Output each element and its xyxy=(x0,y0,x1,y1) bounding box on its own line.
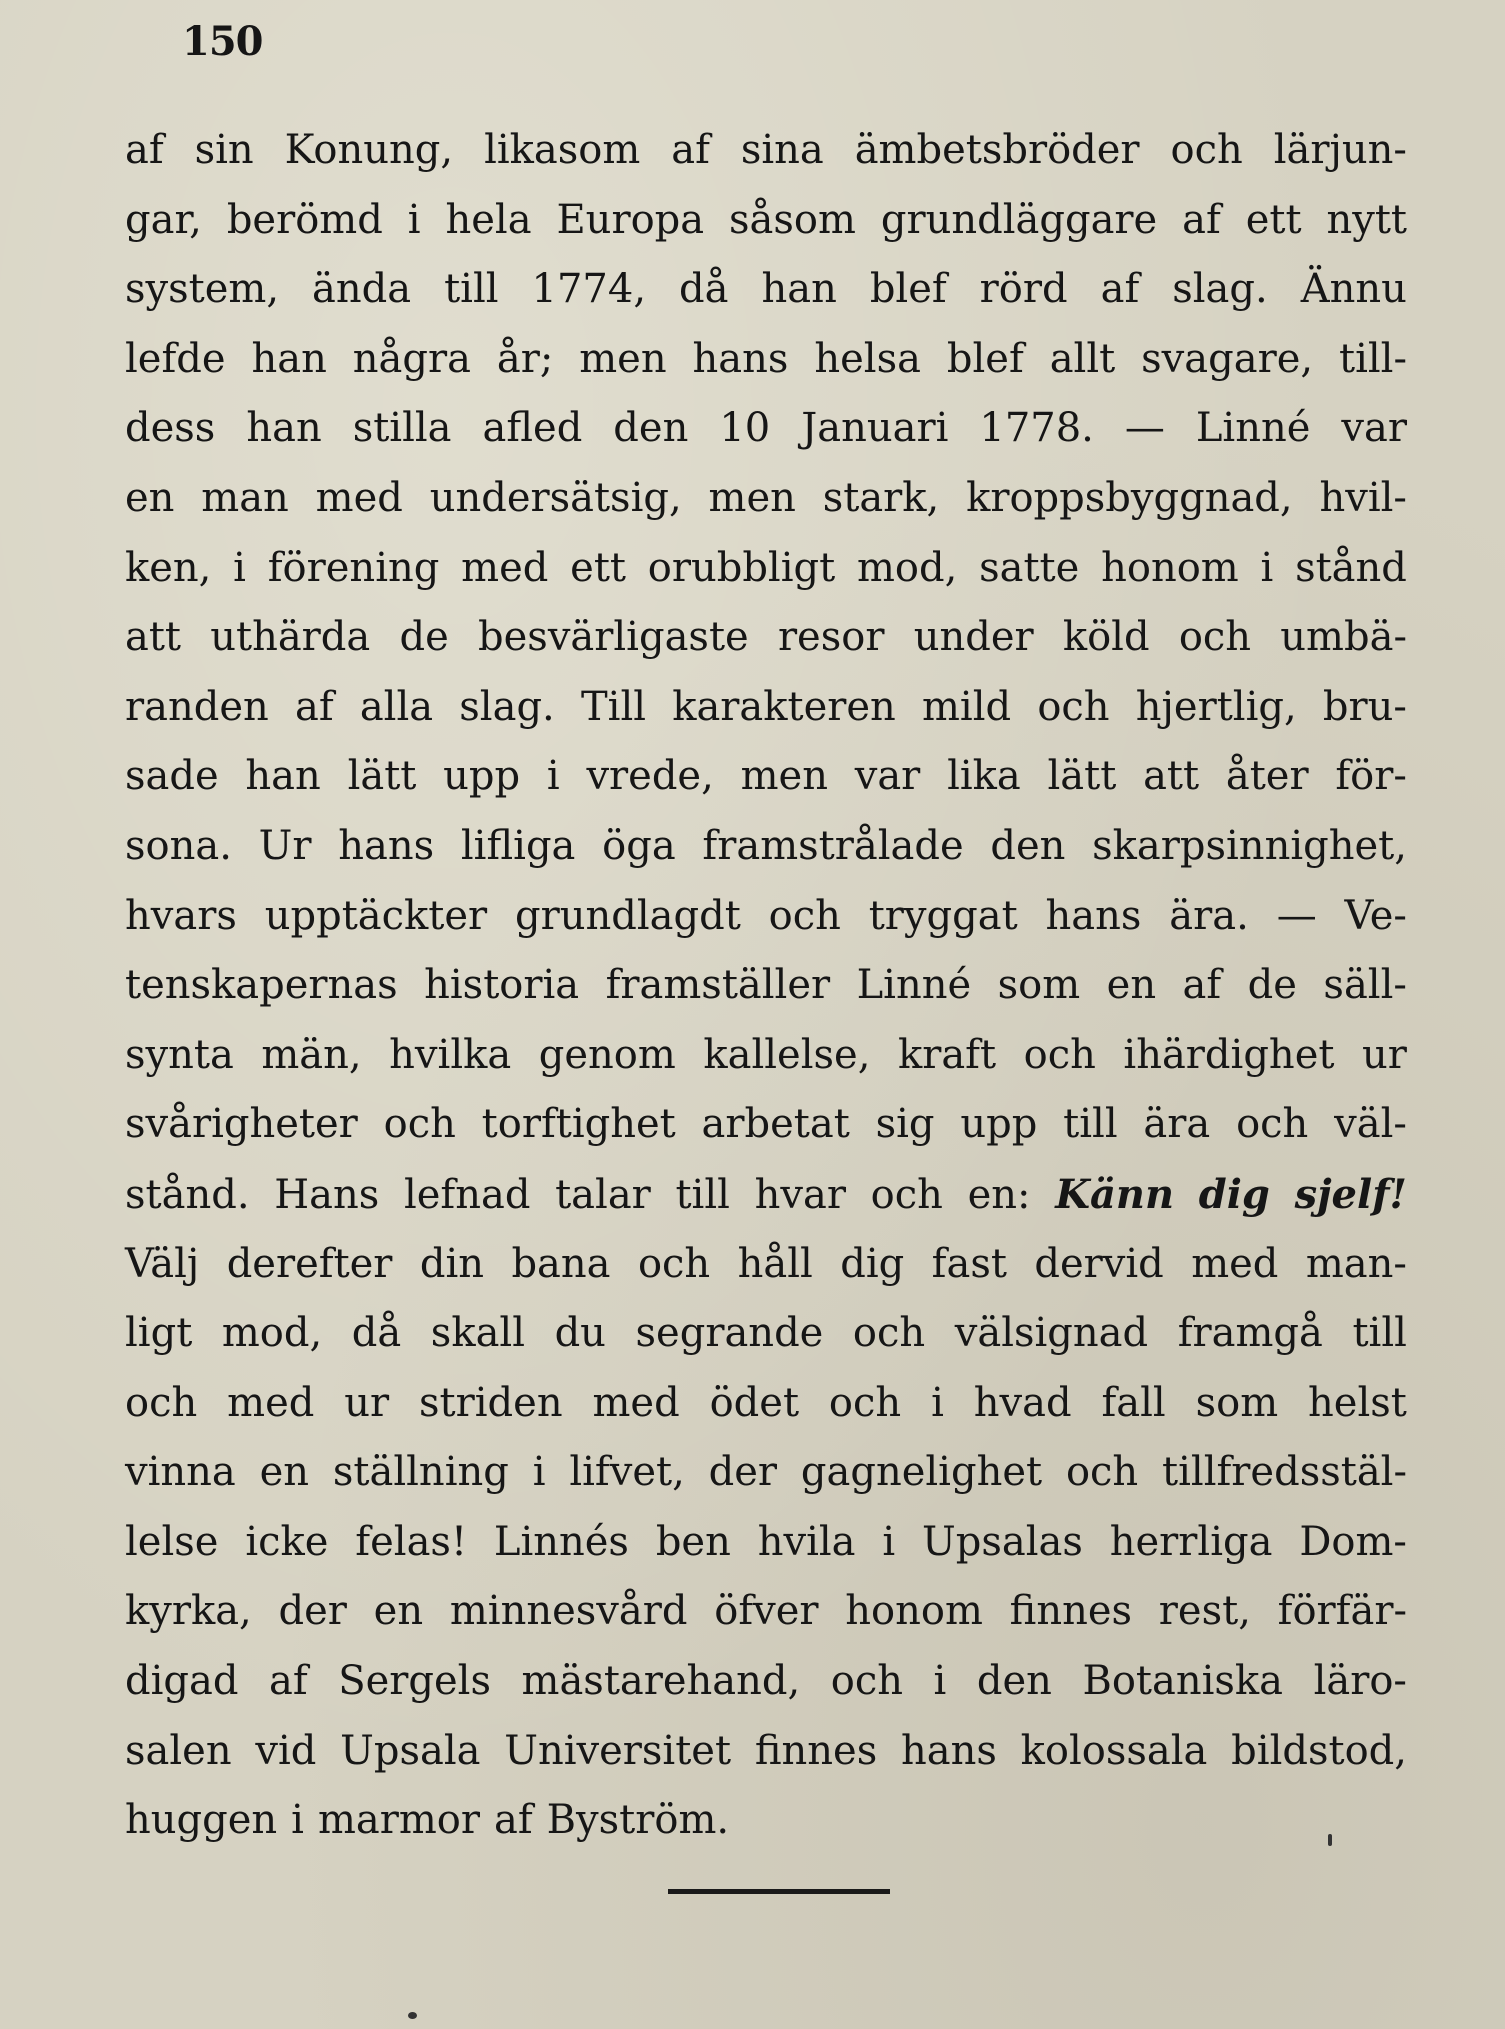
word: upp xyxy=(960,1101,1038,1148)
word: Välj xyxy=(125,1240,200,1287)
text-line xyxy=(125,1230,1407,1300)
word: kyrka, xyxy=(125,1588,252,1635)
word: hvilka xyxy=(389,1031,512,1078)
text-line xyxy=(125,1717,1407,1787)
word: synta xyxy=(125,1031,234,1078)
word: skall xyxy=(430,1310,525,1357)
word: till xyxy=(444,266,499,313)
word: Botaniska xyxy=(1082,1658,1284,1705)
word: stilla xyxy=(352,405,452,452)
word: i xyxy=(931,1379,944,1426)
word: af xyxy=(125,127,164,173)
word: lifliga xyxy=(460,822,576,869)
text-line xyxy=(125,394,1407,464)
word: satte xyxy=(979,544,1080,591)
word: der xyxy=(708,1449,778,1496)
word: hvad xyxy=(973,1379,1072,1426)
word: blef xyxy=(869,266,947,313)
word: fall xyxy=(1101,1379,1166,1426)
word: till xyxy=(675,1171,730,1218)
word: helst xyxy=(1308,1379,1407,1426)
word: i xyxy=(532,1449,546,1496)
word: lelse xyxy=(125,1518,219,1565)
word: sjelf! xyxy=(1294,1170,1407,1218)
word: hans xyxy=(338,822,435,869)
word: honom xyxy=(845,1588,983,1635)
word: ställning xyxy=(332,1449,509,1496)
word: mild xyxy=(922,683,1012,730)
word: slag. xyxy=(459,683,555,730)
text-line xyxy=(125,1369,1407,1439)
word: gagnelighet xyxy=(800,1449,1043,1496)
word: vid xyxy=(255,1727,317,1774)
print-speck xyxy=(1328,1834,1332,1846)
word: Ve- xyxy=(1344,892,1407,939)
word: resor xyxy=(777,614,885,661)
word: i xyxy=(1260,544,1274,591)
word: Linnés xyxy=(493,1518,629,1565)
word: huggen xyxy=(125,1797,278,1844)
word: till xyxy=(1063,1101,1118,1148)
word: Ännu xyxy=(1300,266,1407,313)
word: framgå xyxy=(1177,1310,1323,1357)
word: hjertlig, xyxy=(1135,683,1297,730)
word: och xyxy=(830,1658,904,1705)
word: af xyxy=(671,127,710,173)
word: hvil- xyxy=(1319,474,1407,521)
word: med xyxy=(461,544,549,591)
text-line xyxy=(125,673,1407,743)
text-line xyxy=(125,325,1407,395)
word: under xyxy=(913,614,1034,661)
word: men xyxy=(708,474,796,521)
word: med xyxy=(315,474,403,521)
word: en xyxy=(125,474,175,521)
word: salen xyxy=(125,1727,232,1774)
word: ett xyxy=(570,544,626,591)
word: mod, xyxy=(856,544,958,591)
text-line xyxy=(125,255,1407,325)
word: ämbetsbröder xyxy=(854,127,1140,173)
text-line xyxy=(125,1508,1407,1578)
word: då xyxy=(351,1310,402,1357)
word: alla xyxy=(359,683,434,730)
word: ihärdighet xyxy=(1123,1031,1335,1078)
word: 10 xyxy=(719,405,771,452)
word: kolossala xyxy=(1020,1727,1208,1774)
word: ur xyxy=(344,1379,390,1426)
word: honom xyxy=(1101,544,1239,591)
word: sina xyxy=(740,127,824,173)
text-line xyxy=(125,1090,1407,1160)
word: svagare, xyxy=(1141,335,1314,382)
word: randen xyxy=(125,683,269,730)
word: minnesvård xyxy=(449,1588,688,1635)
word: vinna xyxy=(125,1449,236,1496)
word: med xyxy=(227,1379,315,1426)
word: system, xyxy=(125,266,280,313)
word: men xyxy=(740,753,828,800)
word: han xyxy=(251,335,327,382)
text-line xyxy=(125,1647,1407,1717)
word: i xyxy=(233,544,246,591)
word: och xyxy=(828,1379,902,1426)
word: ära. xyxy=(1169,892,1249,939)
word: tenskapernas xyxy=(125,962,398,1009)
word: af xyxy=(1100,266,1140,313)
text-line xyxy=(125,742,1407,812)
word: helsa xyxy=(814,335,921,382)
word: Upsalas xyxy=(922,1518,1083,1565)
word: och xyxy=(768,892,841,939)
word: svårigheter xyxy=(125,1101,358,1148)
word: grundlagdt xyxy=(514,892,741,939)
text-line xyxy=(125,1160,1407,1230)
word: framställer xyxy=(605,962,831,1009)
word: mod, xyxy=(221,1310,323,1357)
end-rule xyxy=(668,1889,890,1894)
word: år; xyxy=(496,335,554,382)
word: — xyxy=(1124,405,1165,452)
word: allt xyxy=(1049,335,1116,382)
word: umbä- xyxy=(1280,614,1407,661)
word: i xyxy=(546,753,560,800)
word: man- xyxy=(1305,1240,1407,1287)
word: med xyxy=(1191,1240,1279,1287)
word: lefde xyxy=(125,335,226,382)
word: var xyxy=(854,753,921,800)
word: välsignad xyxy=(954,1310,1149,1357)
word: sona. xyxy=(125,822,232,869)
text-line xyxy=(125,186,1407,256)
word: rest, xyxy=(1158,1588,1251,1635)
text-line xyxy=(125,1299,1407,1369)
word: mästarehand, xyxy=(521,1658,801,1705)
word: Konung, xyxy=(284,127,454,173)
word: slag. xyxy=(1172,266,1268,313)
word: i xyxy=(291,1797,304,1844)
word: fast xyxy=(931,1240,1007,1287)
word: Ur xyxy=(258,822,312,869)
word: och xyxy=(1023,1031,1096,1078)
word: stark, xyxy=(822,474,940,521)
word: som xyxy=(997,962,1081,1009)
word: ära xyxy=(1143,1101,1211,1148)
word: Byström. xyxy=(546,1797,730,1844)
word: och xyxy=(1037,683,1110,730)
word: kraft xyxy=(897,1031,997,1078)
word: torftighet xyxy=(481,1101,676,1148)
word: 1778. xyxy=(979,405,1094,452)
word: marmor xyxy=(317,1797,480,1844)
word: till xyxy=(1352,1310,1407,1357)
word: icke xyxy=(245,1518,329,1565)
word: såsom xyxy=(729,196,856,243)
word: orubbligt xyxy=(647,544,836,591)
word: Hans xyxy=(274,1171,380,1218)
text-line xyxy=(125,1021,1407,1091)
word: hans xyxy=(692,335,789,382)
word: lefnad xyxy=(403,1171,531,1218)
word: Till xyxy=(580,683,647,730)
word: men xyxy=(579,335,667,382)
text-line xyxy=(125,882,1407,952)
word: i xyxy=(407,196,421,243)
word: köld xyxy=(1062,614,1150,661)
word: Sergels xyxy=(338,1658,491,1705)
word: digad xyxy=(125,1658,239,1705)
word: af xyxy=(294,683,334,730)
word: man xyxy=(201,474,289,521)
word: der xyxy=(278,1588,347,1635)
word: han xyxy=(245,753,321,800)
word: och xyxy=(1170,127,1243,173)
word: de xyxy=(399,614,449,661)
word: ligt xyxy=(125,1310,193,1357)
word: en xyxy=(373,1588,424,1635)
word: och xyxy=(1236,1101,1309,1148)
word: i xyxy=(933,1658,947,1705)
word: för- xyxy=(1335,753,1407,800)
word: stånd. xyxy=(125,1171,250,1218)
word: af xyxy=(269,1658,308,1705)
word: lifvet, xyxy=(569,1449,685,1496)
word: finnes xyxy=(1009,1588,1133,1635)
word: lätt xyxy=(1047,753,1117,800)
word: hela xyxy=(445,196,532,243)
word: dig xyxy=(840,1240,905,1287)
word: säll- xyxy=(1323,962,1407,1009)
word: lika xyxy=(947,753,1021,800)
word: den xyxy=(976,1658,1052,1705)
word: skarpsinnighet, xyxy=(1092,822,1407,869)
word: grundläggare xyxy=(880,196,1158,243)
word: med xyxy=(592,1379,680,1426)
word: ben xyxy=(655,1518,731,1565)
word: öga xyxy=(602,822,676,869)
word: blef xyxy=(946,335,1024,382)
word: bana xyxy=(511,1240,611,1287)
word: 1774, xyxy=(531,266,647,313)
word: segrande xyxy=(635,1310,824,1357)
text-line xyxy=(125,1577,1407,1647)
word: ur xyxy=(1362,1031,1407,1078)
word: hvila xyxy=(757,1518,856,1565)
word: Europa xyxy=(556,196,705,243)
word: och xyxy=(383,1101,456,1148)
word: karakteren xyxy=(672,683,896,730)
word: — xyxy=(1276,892,1317,939)
page-number: 150 xyxy=(182,18,263,65)
word: läro- xyxy=(1313,1658,1407,1705)
word: kroppsbyggnad, xyxy=(966,474,1293,521)
word: och xyxy=(125,1379,198,1426)
word: genom xyxy=(538,1031,676,1078)
word: håll xyxy=(737,1240,813,1287)
word: lärjun- xyxy=(1273,127,1407,173)
word: Dom- xyxy=(1299,1518,1407,1565)
word: och xyxy=(1065,1449,1139,1496)
word: herrliga xyxy=(1109,1518,1273,1565)
word: var xyxy=(1341,405,1407,452)
word: öfver xyxy=(714,1588,819,1635)
word: likasom xyxy=(484,127,641,173)
word: felas! xyxy=(355,1518,468,1565)
word: uthärda xyxy=(210,614,371,661)
word: berömd xyxy=(226,196,383,243)
text-line xyxy=(125,951,1407,1021)
word: Känn xyxy=(1055,1170,1175,1218)
word: män, xyxy=(261,1031,362,1078)
word: besvärligaste xyxy=(478,614,749,661)
word: striden xyxy=(419,1379,563,1426)
body-text xyxy=(125,116,1407,1856)
word: upptäckter xyxy=(264,892,488,939)
word: att xyxy=(1143,753,1200,800)
text-line xyxy=(125,1438,1407,1508)
word: hvar xyxy=(754,1171,846,1218)
word: och xyxy=(870,1171,943,1218)
word: Linné xyxy=(856,962,972,1009)
word: dess xyxy=(125,405,216,452)
word: af xyxy=(1182,962,1222,1009)
word: derefter xyxy=(226,1240,393,1287)
word: Upsala xyxy=(340,1727,481,1774)
print-speck xyxy=(408,2012,417,2019)
word: han xyxy=(246,405,322,452)
text-line xyxy=(125,464,1407,534)
word: sade xyxy=(125,753,219,800)
word: gar, xyxy=(125,196,202,243)
word: vrede, xyxy=(586,753,714,800)
word: nytt xyxy=(1326,196,1407,243)
word: din xyxy=(419,1240,485,1287)
text-line xyxy=(125,534,1407,604)
word: ödet xyxy=(709,1379,800,1426)
word: och xyxy=(852,1310,926,1357)
word: historia xyxy=(424,962,580,1009)
word: hans xyxy=(900,1727,997,1774)
word: några xyxy=(352,335,471,382)
word: tryggat xyxy=(868,892,1018,939)
word: finnes xyxy=(754,1727,878,1774)
word: som xyxy=(1195,1379,1279,1426)
word: tillfredsstäl- xyxy=(1162,1449,1407,1496)
text-line xyxy=(125,116,1407,186)
word: arbetat xyxy=(701,1101,850,1148)
text-line xyxy=(125,1786,1407,1856)
text-line xyxy=(125,812,1407,882)
word: talar xyxy=(555,1171,651,1218)
word: afled xyxy=(482,405,583,452)
word: sig xyxy=(875,1101,935,1148)
word: hans xyxy=(1045,892,1142,939)
word: ett xyxy=(1245,196,1302,243)
word: kallelse, xyxy=(703,1031,871,1078)
word: väl- xyxy=(1334,1101,1407,1148)
word: då xyxy=(679,266,729,313)
word: dig xyxy=(1198,1170,1270,1218)
word: upp xyxy=(443,753,521,800)
word: af xyxy=(1182,196,1221,243)
word: den xyxy=(990,822,1066,869)
word: ken, xyxy=(125,544,212,591)
word: förfär- xyxy=(1277,1588,1407,1635)
word: till- xyxy=(1339,335,1407,382)
word: bildstod, xyxy=(1231,1727,1407,1774)
word: hvars xyxy=(125,892,237,939)
word: du xyxy=(554,1310,606,1357)
word: de xyxy=(1247,962,1297,1009)
word: att xyxy=(125,614,181,661)
word: stånd xyxy=(1295,544,1407,591)
word: och xyxy=(637,1240,711,1287)
word: i xyxy=(882,1518,896,1565)
text-line xyxy=(125,603,1407,673)
word: Universitet xyxy=(504,1727,732,1774)
word: åter xyxy=(1225,753,1309,800)
word: lätt xyxy=(347,753,417,800)
word: han xyxy=(761,266,837,313)
word: dervid xyxy=(1034,1240,1164,1287)
word: af xyxy=(494,1797,533,1844)
word: rörd xyxy=(979,266,1068,313)
word: en: xyxy=(967,1171,1031,1218)
word: förening xyxy=(267,544,440,591)
word: Januari xyxy=(801,405,949,452)
word: sin xyxy=(194,127,254,173)
word: undersätsig, xyxy=(429,474,682,521)
word: bru- xyxy=(1322,683,1407,730)
word: den xyxy=(613,405,689,452)
word: Linné xyxy=(1195,405,1311,452)
word: ända xyxy=(312,266,412,313)
word: och xyxy=(1178,614,1252,661)
word: en xyxy=(259,1449,310,1496)
word: en xyxy=(1106,962,1157,1009)
word: framstrålade xyxy=(702,822,964,869)
